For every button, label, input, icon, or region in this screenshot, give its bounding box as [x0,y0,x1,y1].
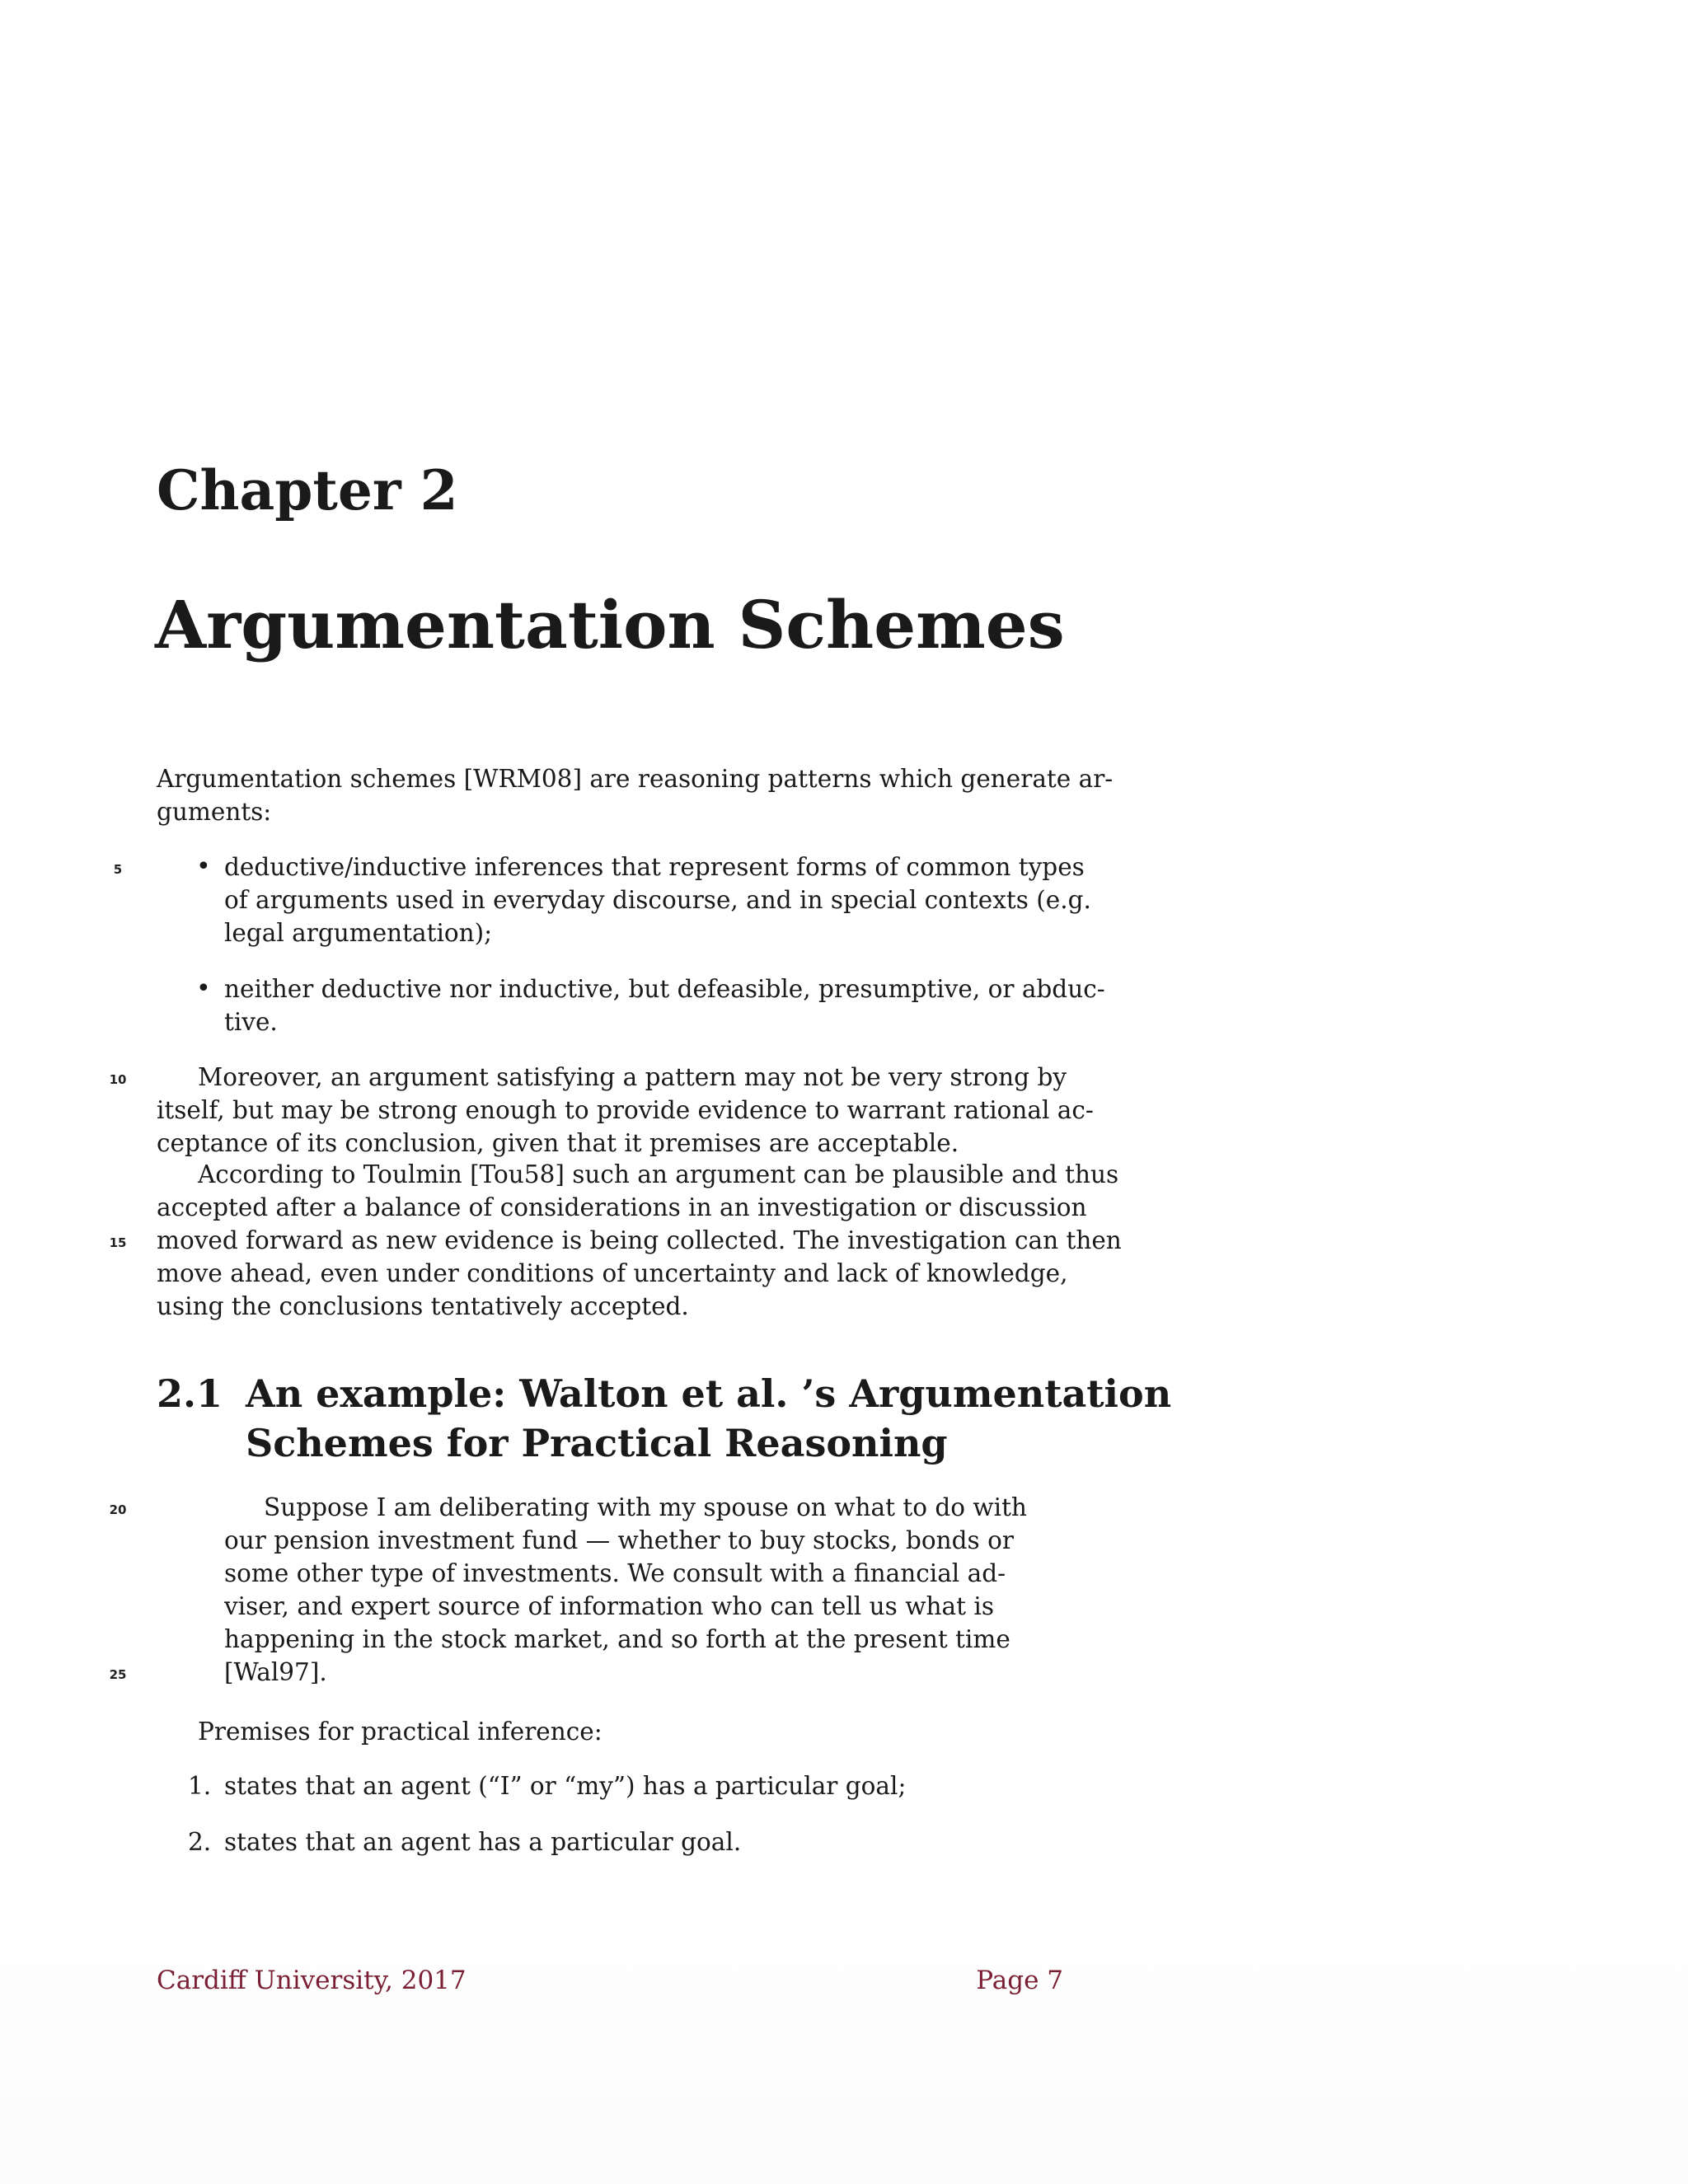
line-number: 10 [109,1072,127,1087]
quote-line: viser, and expert source of information who can tell us what is [224,1592,994,1620]
paragraph-line: moved forward as new evidence is being collected. The investigation can then [157,1226,1122,1254]
bullet-marker: • [196,852,211,881]
list-item-number: 1. [188,1772,212,1800]
footer-institution: Cardiff University, 2017 [157,1966,467,1995]
paragraph-line: Moreover, an argument satisfying a pattern may not be very strong by [198,1063,1067,1091]
footer-page-number: Page 7 [976,1966,1063,1995]
chapter-title: Argumentation Schemes [155,586,1065,663]
paragraph-line: itself, but may be strong enough to provide evidence to warrant rational ac- [157,1096,1094,1124]
bullet-line: tive. [224,1008,278,1036]
paragraph-line: According to Toulmin [Tou58] such an argument can be plausible and thus [198,1160,1119,1188]
paragraph-line: accepted after a balance of considerations in an investigation or discussion [157,1193,1087,1221]
quote-line: [Wal97]. [224,1658,327,1686]
intro-line: guments: [157,798,272,826]
line-number: 25 [109,1667,127,1682]
quote-line: Suppose I am deliberating with my spouse on what to do with [264,1493,1027,1521]
bullet-line: legal argumentation); [224,919,493,947]
paragraph-line: using the conclusions tentatively accepted. [157,1292,689,1320]
line-number: 15 [109,1235,127,1250]
list-item: states that an agent has a particular goal. [224,1828,742,1856]
section-title: Schemes for Practical Reasoning [246,1421,948,1465]
paragraph-line: ceptance of its conclusion, given that it premises are acceptable. [157,1129,959,1157]
bullet-marker: • [196,974,211,1003]
intro-line: Argumentation schemes [WRM08] are reasoning patterns which generate ar- [157,765,1114,793]
quote-line: some other type of investments. We consult with a financial ad- [224,1559,1006,1587]
chapter-label: Chapter 2 [157,458,458,523]
bullet-line: deductive/inductive inferences that represent forms of common types [224,853,1085,881]
quote-line: happening in the stock market, and so forth at the present time [224,1625,1010,1653]
section-title: An example: Walton et al. ’s Argumentation [246,1371,1172,1416]
paragraph-line: move ahead, even under conditions of uncertainty and lack of knowledge, [157,1259,1068,1287]
section-number: 2.1 [157,1371,223,1416]
list-item-number: 2. [188,1828,212,1856]
bullet-line: neither deductive nor inductive, but defeasible, presumptive, or abduc- [224,975,1105,1003]
bullet-line: of arguments used in everyday discourse, and in special contexts (e.g. [224,886,1091,914]
line-number: 5 [113,862,123,877]
line-number: 20 [109,1502,127,1517]
quote-line: our pension investment fund — whether to buy stocks, bonds or [224,1526,1014,1554]
premises-intro: Premises for practical inference: [198,1718,603,1746]
list-item: states that an agent (“I” or “my”) has a particular goal; [224,1772,907,1800]
